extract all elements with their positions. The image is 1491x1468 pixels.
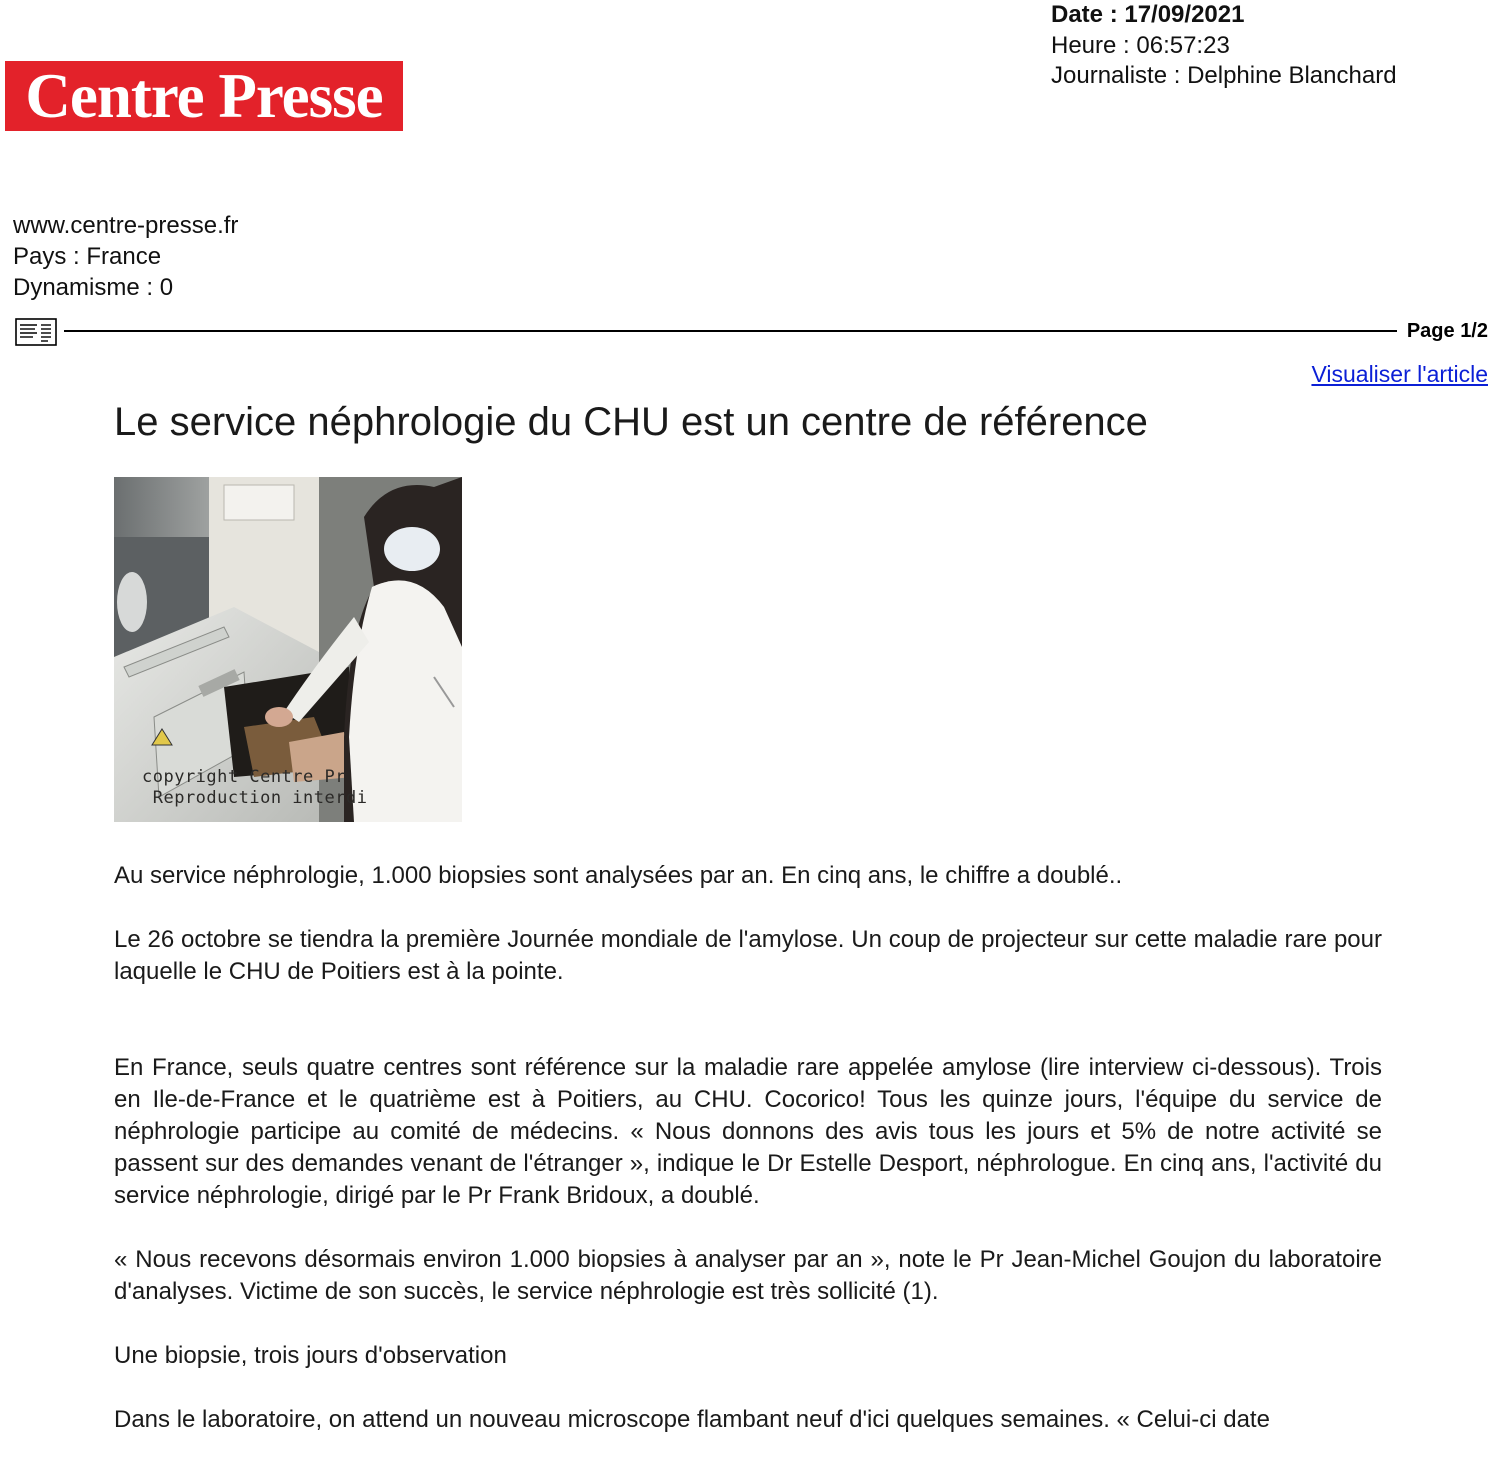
article-photo <box>114 477 462 822</box>
article-body <box>114 860 1382 1468</box>
page-number: Page 1/2 <box>1406 320 1488 342</box>
paragraph: En France, seuls quatre centres sont référence sur la maladie rare appelée amylose (lire interview ci-dessous). Trois en Ile-de-France et le quatrième est à Poitiers, au CHU. Cocorico! Tous les quinze jours, l'équipe du service de néphrologie participe au comité de médecins. « Nous donnons des avis tous les jours et 5% de notre activité se passent sur des demandes venant de l'étranger », indique le Dr Estelle Desport, néphrologue. En cinq ans, l'activité du service néphrologie, dirigé par le Pr Frank Bridoux, a doublé. <box>114 1054 1382 1209</box>
paragraph: Au service néphrologie, 1.000 biopsies sont analysées par an. En cinq ans, le chiffre a doublé.. <box>114 862 1123 889</box>
publication-time: Heure : 06:57:23 <box>1051 31 1230 59</box>
source-url: www.centre-presse.fr <box>13 212 239 239</box>
journalist-name: Journaliste : Delphine Blanchard <box>1051 62 1397 89</box>
photo-copyright <box>142 767 367 809</box>
paragraph: Le 26 octobre se tiendra la première Journée mondiale de l'amylose. Un coup de projecteur sur cette maladie rare pour laquelle le CHU de Poitiers est à la pointe. <box>114 926 1382 985</box>
photo-copyright-line1: copyright Centre Pr <box>142 767 346 787</box>
publication-date: Date : 17/09/2021 <box>1051 1 1245 28</box>
paragraph: Dans le laboratoire, on attend un nouveau microscope flambant neuf d'ici quelques semaines. « Celui-ci date <box>114 1406 1270 1433</box>
article-metadata <box>1051 0 1397 92</box>
photo-copyright-line2: Reproduction interdi <box>142 788 368 808</box>
subheading: Une biopsie, trois jours d'observation <box>114 1342 507 1369</box>
horizontal-rule <box>64 330 1397 332</box>
article-headline: Le service néphrologie du CHU est un centre de référence <box>114 400 1148 444</box>
page-separator <box>15 318 1488 348</box>
source-info <box>13 210 238 303</box>
view-article-link[interactable]: Visualiser l'article <box>1311 361 1488 387</box>
source-dynamism: Dynamisme : 0 <box>13 274 174 301</box>
paragraph: « Nous recevons désormais environ 1.000 biopsies à analyser par an », note le Pr Jean-Michel Goujon du laboratoire d'analyses. Victime de son succès, le service néphrologie est très sollicité (1). <box>114 1246 1382 1305</box>
centre-presse-logo: Centre Presse <box>5 61 403 131</box>
source-country: Pays : France <box>13 243 162 270</box>
article-icon <box>15 318 57 346</box>
